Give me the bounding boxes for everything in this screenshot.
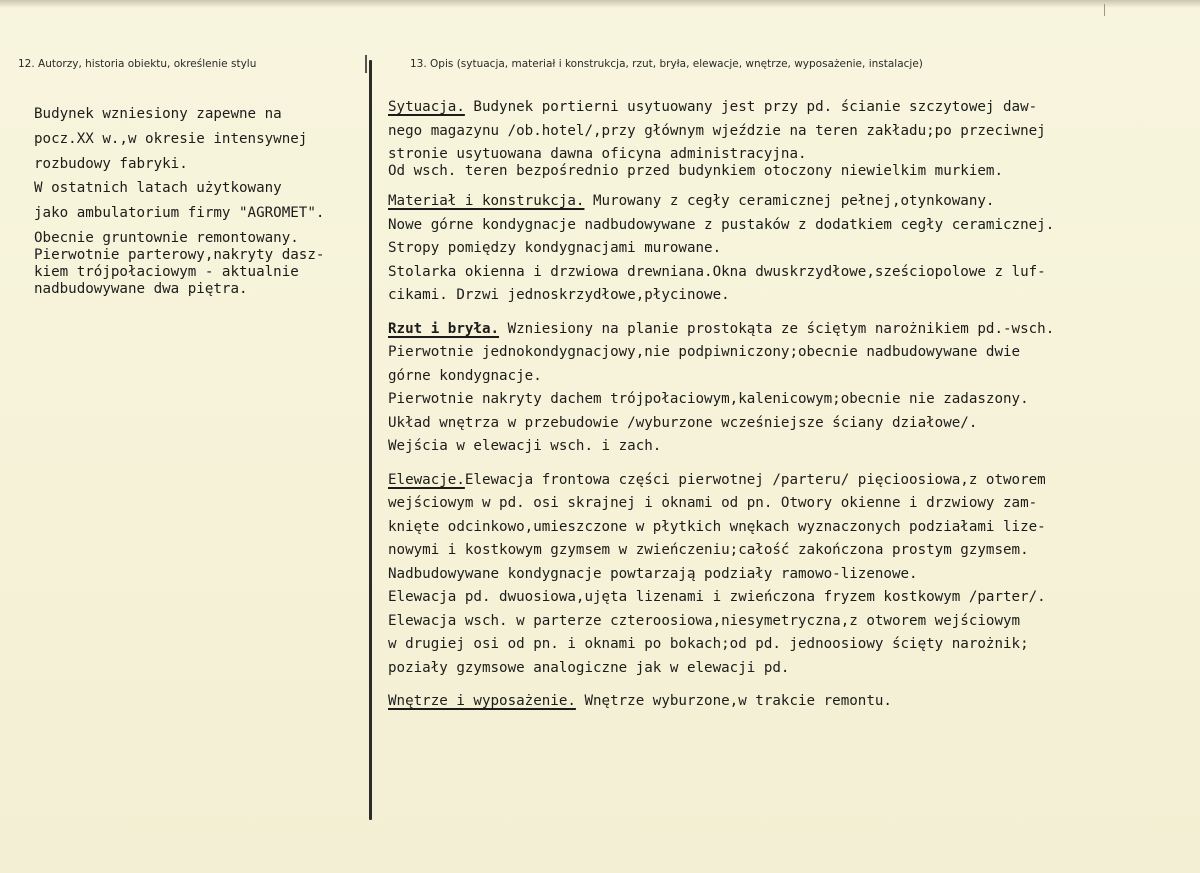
description-text	[388, 96, 1188, 722]
section-line: Stropy pomiędzy kondygnacjami murowane.	[388, 240, 722, 256]
section-line: Od wsch. teren bezpośrednio przed budynkiem otoczony niewielkim murkiem.	[388, 163, 1003, 179]
divider-tick	[365, 55, 367, 73]
section-material	[388, 190, 1188, 308]
section-interior	[388, 690, 1188, 714]
right-column-header: 13. Opis (sytuacja, materiał i konstrukcja, rzut, bryła, elewacje, wnętrze, wyposażenie, instalacje)	[410, 58, 923, 70]
section-line: nego magazynu /ob.hotel/,przy głównym wjeździe na teren zakładu;po przeciwnej	[388, 122, 1046, 139]
section-line: wejściowym w pd. osi skrajnej i oknami od pn. Otwory okienne i drzwiowy zam-	[388, 495, 1038, 511]
section-line: Wnętrze wyburzone,w trakcie remontu.	[584, 693, 892, 709]
history-line: Pierwotnie parterowy,nakryty dasz-	[34, 246, 325, 263]
section-heading: Wnętrze i wyposażenie.	[388, 693, 576, 709]
left-column-header: 12. Autorzy, historia obiektu, określenie stylu	[18, 58, 257, 70]
history-line: jako ambulatorium firmy "AGROMET".	[34, 205, 325, 222]
section-line: Układ wnętrza w przebudowie /wyburzone wcześniejsze ściany działowe/.	[388, 414, 978, 431]
history-line: kiem trójpołaciowym - aktualnie	[34, 263, 299, 280]
section-heading: Materiał i konstrukcja.	[388, 193, 585, 209]
section-line: Nadbudowywane kondygnacje powtarzają podziały ramowo-lizenowe.	[388, 565, 918, 582]
history-text	[34, 102, 374, 298]
section-line: Elewacja pd. dwuosiowa,ujęta lizenami i zwieńczona fryzem kostkowym /parter/.	[388, 589, 1046, 605]
section-line: Elewacja wsch. w parterze czteroosiowa,niesymetryczna,z otworem wejściowym	[388, 612, 1021, 629]
section-line: Elewacja frontowa części pierwotnej /parteru/ pięcioosiowa,z otworem	[464, 471, 1046, 488]
section-line: knięte odcinkowo,umieszczone w płytkich wnękach wyznaczonych podziałami lize-	[388, 518, 1046, 535]
history-line: Obecnie gruntownie remontowany.	[34, 229, 299, 246]
page-top-edge	[0, 0, 1200, 8]
section-line: Pierwotnie nakryty dachem trójpołaciowym,kalenicowym;obecnie nie zadaszony.	[388, 391, 1029, 407]
section-heading: Rzut i bryła.	[388, 320, 500, 337]
section-line: Wzniesiony na planie prostokąta ze ściętym narożnikiem pd.-wsch.	[507, 320, 1055, 337]
section-line: Wejścia w elewacji wsch. i zach.	[388, 438, 662, 454]
fold-mark	[1104, 4, 1105, 16]
section-line: w drugiej osi od pn. i oknami po bokach;od pd. jednoosiowy ścięty narożnik;	[388, 636, 1029, 652]
section-heading: Elewacje.	[388, 471, 465, 488]
history-line: nadbudowywane dwa piętra.	[34, 280, 248, 297]
section-line: cikami. Drzwi jednoskrzydłowe,płycinowe.	[388, 287, 730, 303]
section-line: stronie usytuowana dawna oficyna administracyjna.	[388, 146, 807, 162]
section-elevations	[388, 469, 1188, 681]
history-line: rozbudowy fabryki.	[34, 155, 188, 172]
section-line: nowymi i kostkowym gzymsem w zwieńczeniu;całość zakończona prostym gzymsem.	[388, 542, 1029, 558]
section-line: górne kondygnacje.	[388, 367, 542, 384]
section-heading: Sytuacja.	[388, 99, 465, 115]
history-line: pocz.XX w.,w okresie intensywnej	[34, 130, 308, 147]
history-line: Budynek wzniesiony zapewne na	[34, 106, 282, 122]
section-line: Stolarka okienna i drzwiowa drewniana.Okna dwuskrzydłowe,sześciopolowe z luf-	[388, 263, 1046, 280]
section-situation	[388, 96, 1188, 180]
section-plan	[388, 318, 1188, 459]
section-line: Pierwotnie jednokondygnacjowy,nie podpiwniczony;obecnie nadbudowywane dwie	[388, 344, 1021, 360]
section-line: poziały gzymsowe analogiczne jak w elewacji pd.	[388, 659, 790, 676]
section-line: Murowany z cegły ceramicznej pełnej,otynkowany.	[593, 193, 995, 209]
section-line: Budynek portierni usytuowany jest przy pd. ścianie szczytowej daw-	[473, 99, 1038, 115]
section-line: Nowe górne kondygnacje nadbudowywane z pustaków z dodatkiem cegły ceramicznej.	[388, 216, 1055, 233]
history-line: W ostatnich latach użytkowany	[34, 180, 282, 197]
